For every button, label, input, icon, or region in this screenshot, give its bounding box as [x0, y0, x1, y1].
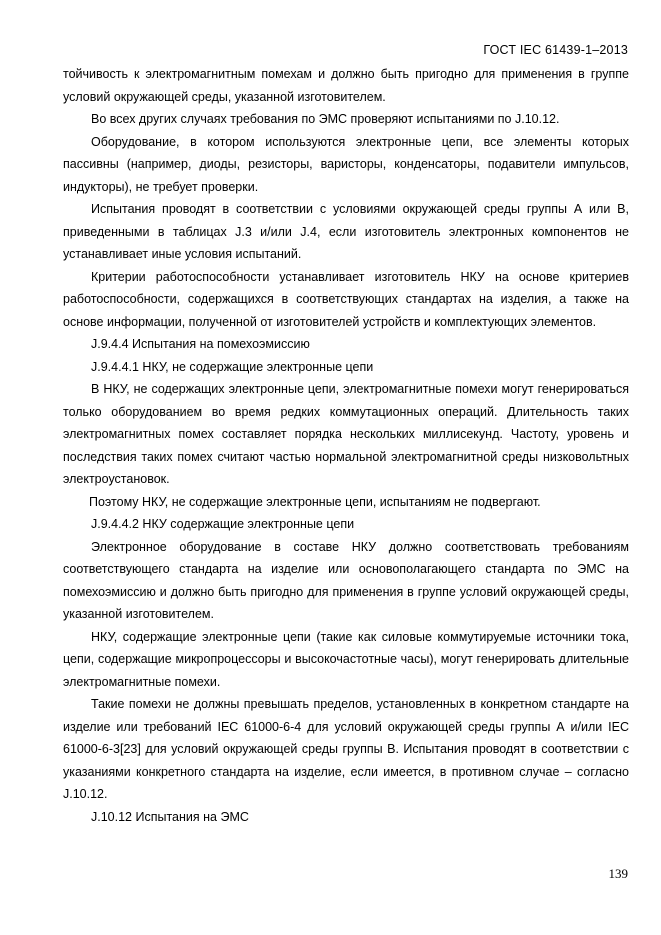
paragraph: Поэтому НКУ, не содержащие электронные цепи, испытаниям не подвергают. — [89, 494, 541, 509]
section-heading: J.10.12 Испытания на ЭМС — [91, 809, 249, 824]
paragraph: НКУ, содержащие электронные цепи (такие как силовые коммутируемые источники тока, цепи, содержащие микропроцессоры и высокочастотные часы), могут генерировать длительные электромагнитные помехи. — [63, 629, 629, 689]
paragraph: тойчивость к электромагнитным помехам и должно быть пригодно для применения в группе условий окружающей среды, указанной изготовителем. — [63, 67, 629, 104]
paragraph: Во всех других случаях требования по ЭМС проверяют испытаниями по J.10.12. — [91, 112, 560, 126]
subsection-heading: J.9.4.4.2 НКУ содержащие электронные цепи — [91, 517, 355, 531]
paragraph: Испытания проводят в соответствии с условиями окружающей среды группы А или В, приведенными в таблицах J.3 и/или J.4, если изготовитель электронных компонентов не устанавливает иные условия испытаний. — [63, 202, 629, 261]
paragraph: Критерии работоспособности устанавливает изготовитель НКУ на основе критериев работоспособности, содержащихся в соответствующих стандартах на изделия, а также на основе информации, полученной от изготовителей устройств и комплектующих элементов. — [63, 269, 629, 329]
paragraph: В НКУ, не содержащих электронные цепи, электромагнитные помехи могут генерироваться только оборудованием во время редких коммутационных операций. Длительность таких электромагнитных помех составляет порядка нескольких миллисекунд. Частоту, уровень и последствия таких помех считают частью нормальной электромагнитной среды низковольтных электроустановок. — [63, 382, 629, 486]
paragraph: Электронное оборудование в составе НКУ должно соответствовать требованиям соответствующего стандарта на изделие или основополагающего стандарта по ЭМС на помехоэмиссию и должно быть пригодно для применения в группе условий окружающей среды, указанной изготовителем. — [63, 539, 629, 621]
document-header: ГОСТ IEC 61439-1–2013 — [483, 43, 628, 57]
page-number: 139 — [608, 866, 628, 881]
paragraph: Такие помехи не должны превышать пределов, установленных в конкретном стандарте на изделие или требований IEC 61000-6-4 для условий окружающей среды группы А и/или IEC 61000-6-3[23] для условий окружающей среды группы В. Испытания проводят в соответствии с указаниями конкретного стандарта на изделие, если имеется, в противном случае – согласно J.10.12. — [63, 697, 629, 801]
paragraph: Оборудование, в котором используются электронные цепи, все элементы которых пассивны (например, диоды, резисторы, варисторы, конденсаторы, подавители импульсов, индукторы), не требует проверки. — [63, 134, 629, 194]
section-heading: J.9.4.4 Испытания на помехоэмиссию — [91, 337, 310, 351]
subsection-heading: J.9.4.4.1 НКУ, не содержащие электронные цепи — [91, 359, 374, 374]
document-body — [63, 63, 629, 828]
